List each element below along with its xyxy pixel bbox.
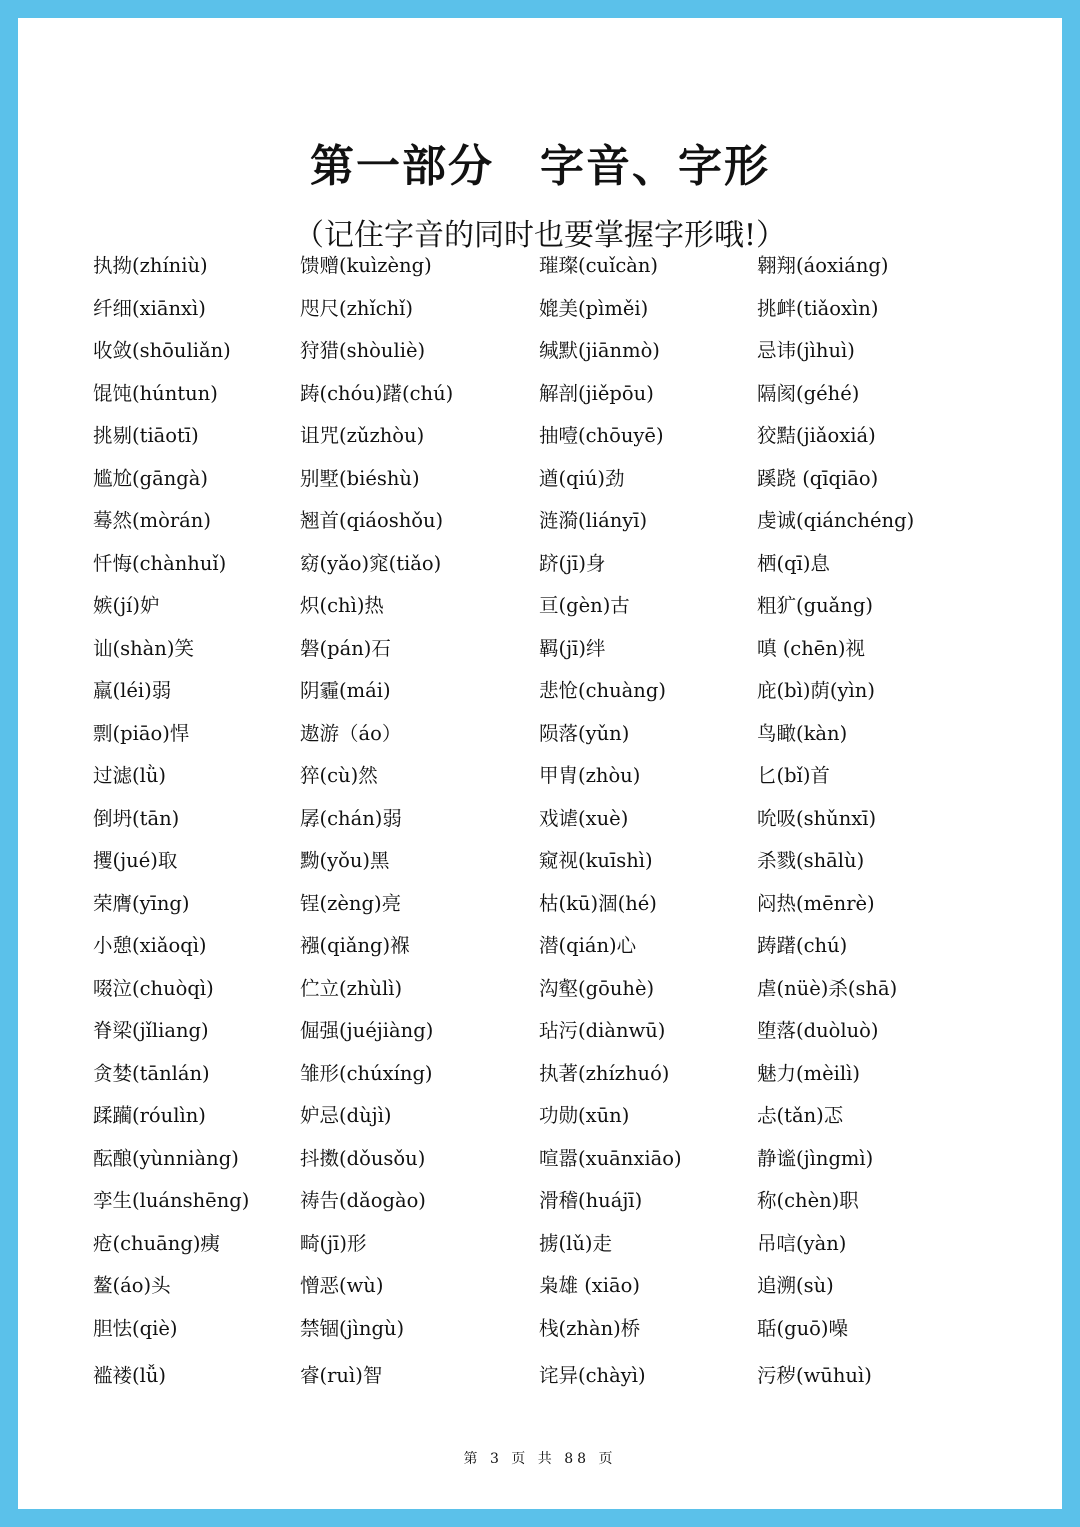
vocab-entry: 吊唁(yàn)	[757, 1231, 847, 1255]
vocab-entry: 污秽(wūhuì)	[757, 1364, 872, 1387]
vocab-entry: 鸟瞰(kàn)	[757, 721, 848, 745]
vocab-entry: 执著(zhízhuó)	[539, 1061, 670, 1085]
vocab-entry: 馈赠(kuìzèng)	[300, 254, 432, 277]
vocab-entry: 蹂躏(róulìn)	[93, 1104, 206, 1127]
vocab-entry: 窈(yǎo)窕(tiǎo)	[300, 551, 442, 575]
vocab-entry: 栖(qī)息	[757, 551, 830, 575]
vocab-entry: 功勋(xūn)	[539, 1104, 630, 1127]
vocab-entry: 粗犷(guǎng)	[757, 594, 873, 617]
vocab-entry: 狡黠(jiǎoxiá)	[757, 424, 876, 447]
vocab-entry: 玷污(diànwū)	[539, 1019, 666, 1042]
vocab-entry: 攫(jué)取	[93, 849, 178, 872]
vocab-entry: 狩猎(shòuliè)	[300, 339, 426, 362]
vocab-entry: 解剖(jiěpōu)	[539, 381, 654, 405]
vocab-entry: 小憩(xiǎoqì)	[93, 934, 207, 957]
vocab-entry: 睿(ruì)智	[300, 1364, 383, 1387]
vocab-entry: 悲怆(chuàng)	[539, 679, 666, 702]
vocab-entry: 孱(chán)弱	[300, 806, 402, 830]
vocab-entry: 涟漪(liányī)	[539, 509, 648, 532]
vocab-entry: 蓦然(mòrán)	[93, 509, 211, 532]
vocab-entry: 虔诚(qiánchéng)	[757, 509, 915, 532]
page-title: 第一部分 字音、字形	[310, 141, 770, 192]
vocab-entry: 挑剔(tiāotī)	[93, 424, 199, 447]
vocab-entry: 吮吸(shǔnxī)	[757, 806, 877, 830]
vocab-entry: 疮(chuāng)痍	[93, 1231, 220, 1255]
vocab-entry: 追溯(sù)	[757, 1274, 834, 1297]
vocab-entry: 挑衅(tiǎoxìn)	[757, 296, 879, 320]
vocab-entry: 魅力(mèilì)	[757, 1061, 860, 1085]
vocab-entry: 枯(kū)涸(hé)	[539, 891, 657, 915]
vocab-entry: 抖擞(dǒusǒu)	[300, 1146, 426, 1170]
vocab-entry: 鳌(áo)头	[93, 1274, 171, 1297]
vocab-entry: 襁(qiǎng)褓	[300, 934, 410, 957]
vocab-entry: 滑稽(huájī)	[539, 1189, 643, 1212]
vocab-entry: 栈(zhàn)桥	[539, 1316, 641, 1340]
vocab-entry: 翱翔(áoxiáng)	[757, 254, 889, 277]
vocab-entry: 潜(qián)心	[539, 934, 637, 957]
vocab-entry: 陨落(yǔn)	[539, 721, 630, 745]
vocab-entry: 忌讳(jìhuì)	[757, 339, 855, 362]
vocab-entry: 妒忌(dùjì)	[300, 1104, 392, 1127]
vocab-entry: 隔阂(géhé)	[757, 381, 860, 405]
vocab-entry: 静谧(jìngmì)	[757, 1146, 874, 1170]
document-page	[18, 18, 1062, 1509]
vocab-entry: 剽(piāo)悍	[93, 721, 190, 745]
vocab-entry: 匕(bǐ)首	[757, 764, 830, 787]
vocab-entry: 孪生(luánshēng)	[93, 1189, 250, 1212]
vocab-entry: 尴尬(gāngà)	[93, 466, 208, 490]
vocab-entry: 戏谑(xuè)	[539, 806, 629, 830]
vocab-entry: 炽(chì)热	[300, 594, 384, 617]
vocab-entry: 阴霾(mái)	[300, 679, 391, 702]
vocabulary-grid	[18, 18, 1062, 1509]
vocab-entry: 贪婪(tānlán)	[93, 1061, 210, 1085]
vocab-entry: 胆怯(qiè)	[93, 1316, 178, 1340]
vocab-entry: 讪(shàn)笑	[93, 636, 194, 660]
vocab-entry: 收敛(shōuliǎn)	[93, 339, 231, 362]
vocab-entry: 闷热(mēnrè)	[757, 891, 875, 915]
vocab-entry: 璀璨(cuǐcàn)	[539, 254, 659, 277]
vocab-entry: 忐(tǎn)忑	[757, 1104, 844, 1127]
vocab-entry: 喧嚣(xuānxiāo)	[539, 1146, 682, 1170]
vocab-entry: 忏悔(chànhuǐ)	[93, 551, 227, 575]
vocab-entry: 杀戮(shālù)	[757, 849, 865, 872]
vocab-entry: 称(chèn)职	[757, 1189, 859, 1212]
vocab-entry: 诧异(chàyì)	[539, 1364, 646, 1387]
vocab-entry: 倔强(juéjiàng)	[300, 1019, 434, 1042]
vocab-entry: 羁(jī)绊	[539, 636, 606, 660]
vocab-entry: 畸(jī)形	[300, 1231, 367, 1255]
vocab-entry: 嫉(jí)妒	[93, 594, 160, 617]
vocab-entry: 纤细(xiānxì)	[93, 296, 206, 320]
vocab-entry: 蹊跷 (qīqiāo)	[757, 466, 879, 490]
vocab-entry: 缄默(jiānmò)	[539, 339, 660, 362]
vocab-entry: 执拗(zhíniù)	[93, 254, 208, 277]
vocab-entry: 跻(jī)身	[539, 551, 606, 575]
vocab-entry: 啜泣(chuòqì)	[93, 976, 214, 1000]
vocab-entry: 羸(léi)弱	[93, 679, 172, 702]
vocab-entry: 踌躇(chú)	[757, 934, 848, 957]
vocab-entry: 亘(gèn)古	[539, 594, 630, 617]
vocab-entry: 雏形(chúxíng)	[300, 1061, 433, 1085]
vocab-entry: 锃(zèng)亮	[300, 891, 402, 915]
vocab-entry: 掳(lǔ)走	[539, 1231, 613, 1255]
vocab-entry: 甲胄(zhòu)	[539, 764, 641, 787]
page-footer: 第 3 页 共 88 页	[463, 1451, 617, 1467]
vocab-entry: 沟壑(gōuhè)	[539, 976, 655, 1000]
vocab-entry: 酝酿(yùnniàng)	[93, 1146, 239, 1170]
vocab-entry: 猝(cù)然	[300, 764, 378, 787]
vocab-entry: 嗔 (chēn)视	[757, 636, 865, 660]
vocab-entry: 褴褛(lǚ)	[93, 1364, 167, 1387]
vocab-entry: 遒(qiú)劲	[539, 466, 625, 490]
vocab-entry: 别墅(biéshù)	[300, 466, 420, 490]
vocab-entry: 枭雄 (xiāo)	[539, 1274, 641, 1297]
vocab-entry: 脊梁(jǐliang)	[93, 1019, 209, 1042]
vocab-entry: 窥视(kuīshì)	[539, 849, 653, 872]
vocab-entry: 倒坍(tān)	[93, 806, 180, 830]
vocab-entry: 媲美(pìměi)	[539, 296, 649, 320]
vocab-entry: 虐(nüè)杀(shā)	[757, 976, 898, 1000]
vocab-entry: 遨游（áo）	[300, 721, 402, 745]
vocab-entry: 庇(bì)荫(yìn)	[757, 679, 875, 702]
vocab-entry: 咫尺(zhǐchǐ)	[300, 296, 414, 320]
vocab-entry: 堕落(duòluò)	[757, 1019, 879, 1042]
vocab-entry: 祷告(dǎogào)	[300, 1189, 426, 1212]
vocab-entry: 踌(chóu)躇(chú)	[300, 381, 454, 405]
vocab-entry: 磐(pán)石	[300, 636, 391, 660]
vocab-entry: 馄饨(húntun)	[93, 381, 218, 405]
page-subtitle: （记住字音的同时也要掌握字形哦!）	[293, 218, 787, 253]
vocab-entry: 黝(yǒu)黑	[300, 849, 390, 872]
vocab-entry: 憎恶(wù)	[300, 1274, 384, 1297]
vocab-entry: 诅咒(zǔzhòu)	[300, 424, 425, 447]
vocab-entry: 聒(guō)噪	[757, 1316, 848, 1340]
vocab-entry: 过滤(lǜ)	[93, 764, 167, 787]
vocab-entry: 禁锢(jìngù)	[300, 1316, 405, 1340]
vocab-entry: 荣膺(yīng)	[93, 891, 190, 915]
vocab-entry: 翘首(qiáoshǒu)	[300, 509, 444, 532]
vocab-entry: 伫立(zhùlì)	[300, 976, 403, 1000]
vocab-entry: 抽噎(chōuyē)	[539, 424, 664, 447]
